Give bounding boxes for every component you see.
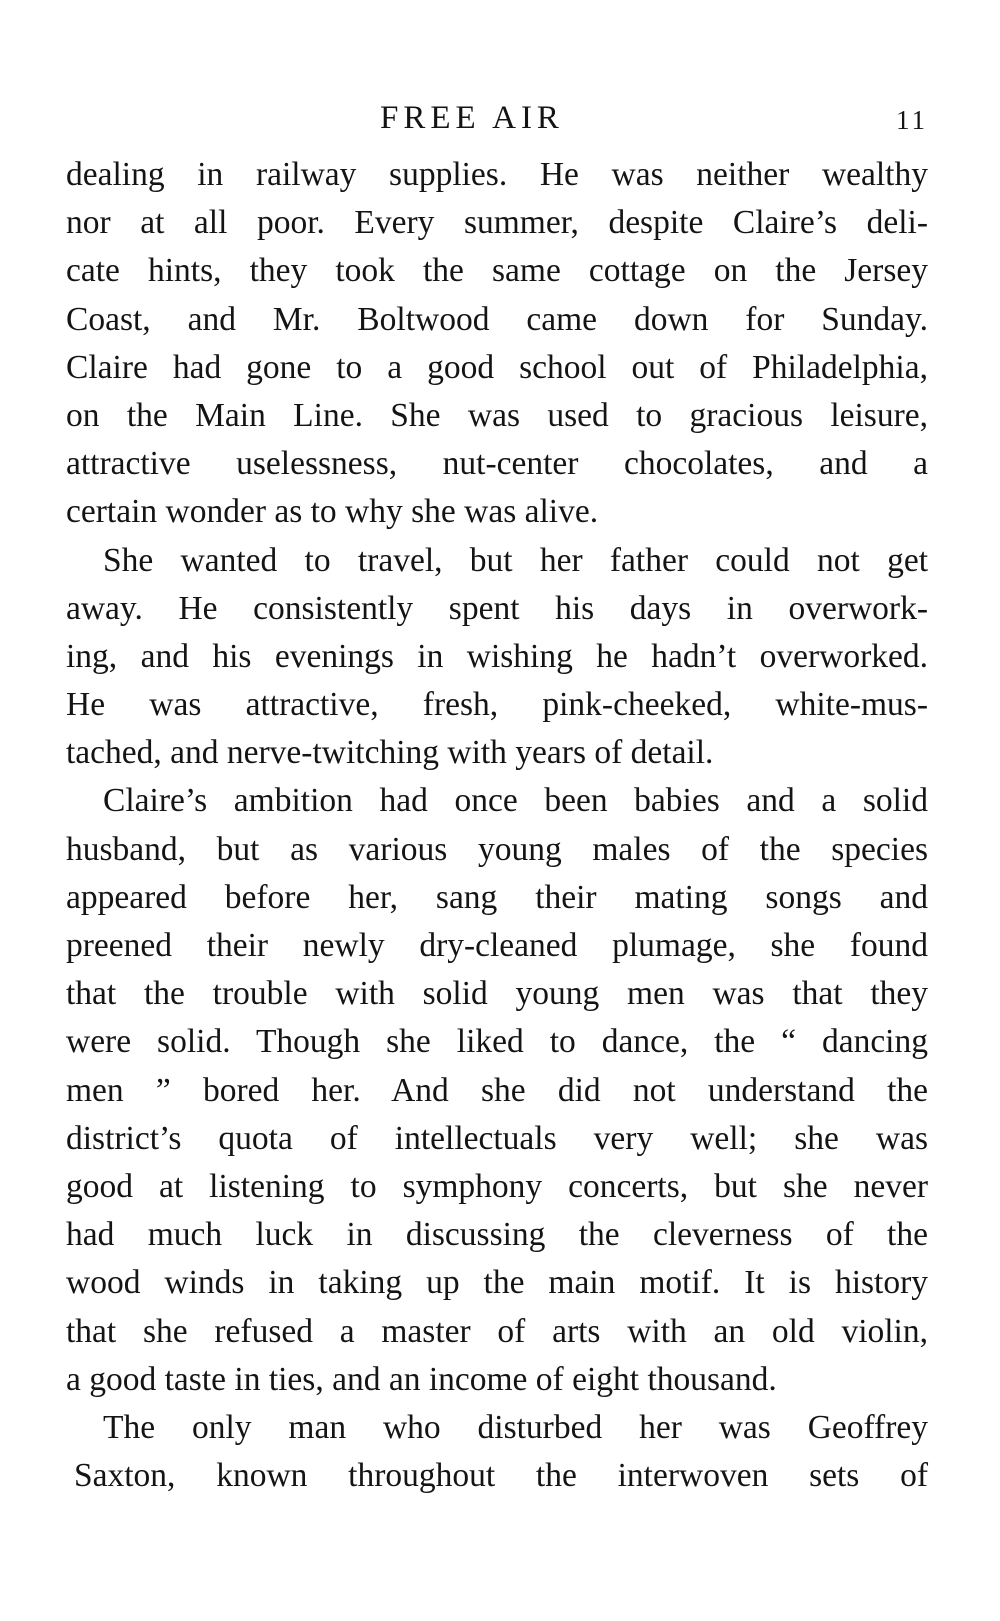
text-line: that the trouble with solid young men was that they <box>66 975 928 1013</box>
text-line: were solid. Though she liked to dance, the “ dancing <box>66 1023 928 1061</box>
text-line: husband, but as various young males of the species <box>66 830 928 868</box>
text-line: district’s quota of intellectuals very well; she was <box>66 1119 928 1157</box>
text-line: men ” bored her. And she did not understand the <box>66 1071 928 1109</box>
text-line: She wanted to travel, but her father could not get <box>103 541 928 579</box>
text-line: certain wonder as to why she was alive. <box>66 493 599 531</box>
text-line: preened their newly dry-cleaned plumage, she found <box>66 927 928 964</box>
text-line: Coast, and Mr. Boltwood came down for Sunday. <box>66 300 928 338</box>
page-number: 11 <box>896 105 928 135</box>
text-line: The only man who disturbed her was Geoffrey <box>103 1408 928 1446</box>
body-text <box>66 151 928 1500</box>
text-line: good at listening to symphony concerts, but she never <box>66 1167 928 1205</box>
text-line: Saxton, known throughout the interwoven sets of <box>74 1457 928 1495</box>
text-line: ing, and his evenings in wishing he hadn’t overworked. <box>66 637 928 675</box>
text-line: appeared before her, sang their mating songs and <box>66 878 928 916</box>
text-line: cate hints, they took the same cottage on the Jersey <box>66 252 928 290</box>
text-line: had much luck in discussing the cleverness of the <box>66 1216 928 1254</box>
text-line: nor at all poor. Every summer, despite Claire’s deli- <box>66 204 928 242</box>
running-head <box>0 96 1000 140</box>
text-line: away. He consistently spent his days in overwork- <box>66 589 928 627</box>
text-line: that she refused a master of arts with an old violin, <box>66 1312 928 1350</box>
text-line: wood winds in taking up the main motif. It is history <box>66 1264 928 1302</box>
text-line: on the Main Line. She was used to gracious leisure, <box>66 396 928 434</box>
text-line: dealing in railway supplies. He was neither wealthy <box>66 156 928 193</box>
running-title: FREE AIR <box>380 100 564 136</box>
text-line: He was attractive, fresh, pink-cheeked, white-mus- <box>66 686 928 724</box>
text-line: Claire’s ambition had once been babies and a solid <box>103 782 928 820</box>
text-line: Claire had gone to a good school out of Philadelphia, <box>66 348 928 386</box>
text-line: tached, and nerve-twitching with years of detail. <box>66 734 714 772</box>
text-line: attractive uselessness, nut-center chocolates, and a <box>66 445 928 483</box>
text-line: a good taste in ties, and an income of eight thousand. <box>66 1360 777 1398</box>
